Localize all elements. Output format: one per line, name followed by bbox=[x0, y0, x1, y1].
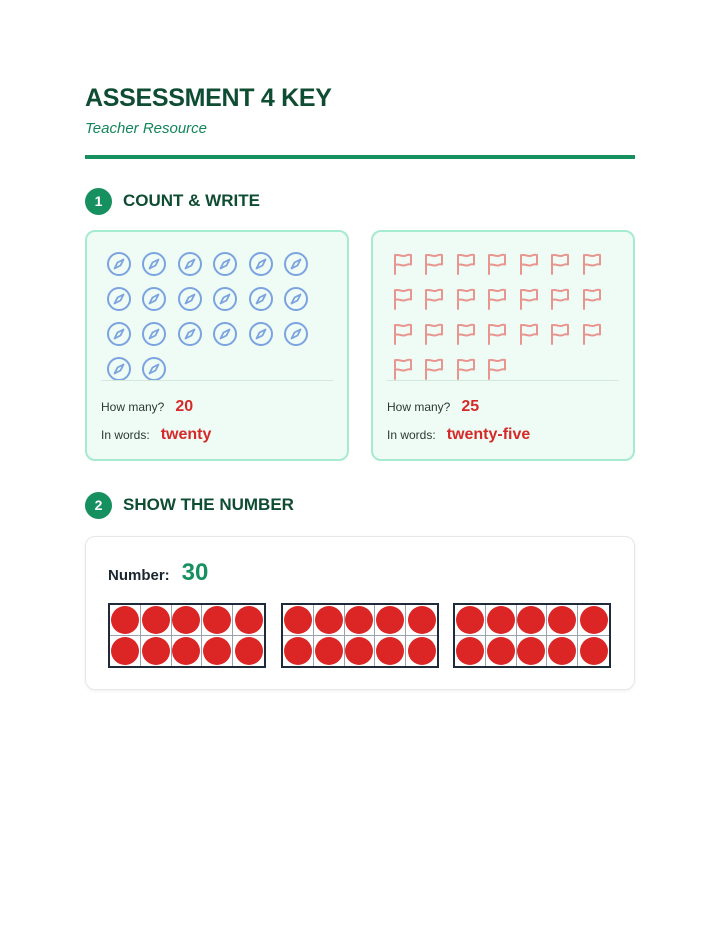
ten-frame-cell bbox=[517, 605, 548, 636]
in-words-line bbox=[387, 426, 530, 444]
count-card-flags bbox=[371, 230, 635, 461]
card-divider bbox=[387, 380, 619, 381]
section-2-number-badge: 2 bbox=[85, 492, 112, 519]
ten-frame-3 bbox=[453, 603, 611, 668]
icon-row bbox=[101, 246, 314, 281]
section-2-header bbox=[85, 491, 294, 519]
compass-icon bbox=[279, 281, 315, 316]
ten-frame-cell bbox=[345, 636, 376, 667]
flag-icon bbox=[545, 281, 577, 316]
ten-frame-cell bbox=[578, 636, 609, 667]
ten-frame-cell bbox=[455, 605, 486, 636]
how-many-label: How many? bbox=[387, 400, 451, 414]
icon-row bbox=[101, 316, 314, 351]
ten-frame-cell bbox=[375, 636, 406, 667]
in-words-answer: twenty bbox=[160, 426, 212, 443]
red-counter bbox=[408, 637, 436, 665]
ten-frame-cell bbox=[202, 636, 233, 667]
ten-frame-cell bbox=[233, 636, 264, 667]
ten-frame-cell bbox=[283, 636, 314, 667]
red-counter bbox=[284, 606, 312, 634]
how-many-answer: 20 bbox=[175, 398, 194, 415]
flag-icon bbox=[545, 246, 577, 281]
how-many-line bbox=[387, 398, 479, 416]
red-counter bbox=[456, 637, 484, 665]
ten-frame-1 bbox=[108, 603, 266, 668]
in-words-line bbox=[101, 426, 211, 444]
ten-frame-cell bbox=[283, 605, 314, 636]
ten-frame-cell bbox=[578, 605, 609, 636]
flag-icon bbox=[482, 246, 514, 281]
flag-icon bbox=[482, 281, 514, 316]
page-subtitle: Teacher Resource bbox=[85, 120, 208, 137]
flag-icon bbox=[482, 316, 514, 351]
ten-frame-cell bbox=[172, 605, 203, 636]
in-words-label: In words: bbox=[387, 428, 436, 442]
icon-row bbox=[387, 316, 608, 351]
compass-icon bbox=[101, 246, 137, 281]
header-divider bbox=[85, 155, 635, 159]
ten-frame-cell bbox=[406, 636, 437, 667]
flag-icon bbox=[576, 281, 608, 316]
red-counter bbox=[580, 637, 608, 665]
compass-icon bbox=[243, 246, 279, 281]
red-counter bbox=[376, 606, 404, 634]
red-counter bbox=[203, 606, 231, 634]
compass-icon bbox=[279, 316, 315, 351]
icon-row bbox=[387, 246, 608, 281]
red-counter bbox=[315, 606, 343, 634]
number-value: 30 bbox=[181, 559, 209, 586]
red-counter bbox=[142, 637, 170, 665]
red-counter bbox=[487, 606, 515, 634]
how-many-line bbox=[101, 398, 193, 416]
icon-row bbox=[101, 281, 314, 316]
red-counter bbox=[580, 606, 608, 634]
red-counter bbox=[203, 637, 231, 665]
how-many-label: How many? bbox=[101, 400, 165, 414]
compass-icon bbox=[137, 246, 173, 281]
compass-icon bbox=[172, 316, 208, 351]
flag-icon bbox=[419, 281, 451, 316]
red-counter bbox=[345, 637, 373, 665]
compass-icon bbox=[243, 316, 279, 351]
compass-icon bbox=[243, 281, 279, 316]
red-counter bbox=[284, 637, 312, 665]
red-counter bbox=[517, 606, 545, 634]
ten-frame-cell bbox=[517, 636, 548, 667]
count-card-compasses bbox=[85, 230, 349, 461]
compass-icon bbox=[101, 281, 137, 316]
flag-icon bbox=[450, 246, 482, 281]
ten-frame-cell bbox=[486, 636, 517, 667]
red-counter bbox=[408, 606, 436, 634]
compass-icon-grid bbox=[101, 246, 314, 386]
flag-icon bbox=[513, 246, 545, 281]
number-label: Number: bbox=[108, 567, 170, 584]
red-counter bbox=[376, 637, 404, 665]
ten-frame-cell bbox=[406, 605, 437, 636]
red-counter bbox=[456, 606, 484, 634]
red-counter bbox=[235, 637, 263, 665]
red-counter bbox=[172, 637, 200, 665]
ten-frame-cell bbox=[314, 636, 345, 667]
in-words-label: In words: bbox=[101, 428, 150, 442]
red-counter bbox=[172, 606, 200, 634]
ten-frame-cell bbox=[110, 605, 141, 636]
compass-icon bbox=[172, 246, 208, 281]
flag-icon bbox=[576, 316, 608, 351]
icon-row bbox=[387, 281, 608, 316]
flag-icon bbox=[450, 316, 482, 351]
red-counter bbox=[315, 637, 343, 665]
red-counter bbox=[142, 606, 170, 634]
compass-icon bbox=[101, 316, 137, 351]
card-divider bbox=[101, 380, 333, 381]
ten-frame-cell bbox=[314, 605, 345, 636]
ten-frame-cell bbox=[141, 605, 172, 636]
number-line bbox=[108, 559, 208, 587]
ten-frame-cell bbox=[141, 636, 172, 667]
ten-frame-cell bbox=[486, 605, 517, 636]
flag-icon bbox=[576, 246, 608, 281]
flag-icon bbox=[419, 316, 451, 351]
ten-frame-cell bbox=[202, 605, 233, 636]
compass-icon bbox=[279, 246, 315, 281]
red-counter bbox=[548, 637, 576, 665]
flag-icon bbox=[419, 246, 451, 281]
compass-icon bbox=[172, 281, 208, 316]
ten-frame-cell bbox=[375, 605, 406, 636]
ten-frame-cell bbox=[110, 636, 141, 667]
red-counter bbox=[487, 637, 515, 665]
ten-frame-cell bbox=[547, 605, 578, 636]
flag-icon bbox=[545, 316, 577, 351]
ten-frame-cell bbox=[455, 636, 486, 667]
red-counter bbox=[235, 606, 263, 634]
flag-icon bbox=[513, 281, 545, 316]
how-many-answer: 25 bbox=[461, 398, 480, 415]
red-counter bbox=[517, 637, 545, 665]
red-counter bbox=[548, 606, 576, 634]
red-counter bbox=[345, 606, 373, 634]
ten-frame-cell bbox=[172, 636, 203, 667]
compass-icon bbox=[208, 281, 244, 316]
flag-icon bbox=[513, 316, 545, 351]
ten-frame-cell bbox=[547, 636, 578, 667]
compass-icon bbox=[137, 281, 173, 316]
compass-icon bbox=[208, 246, 244, 281]
compass-icon bbox=[137, 316, 173, 351]
ten-frame-cell bbox=[233, 605, 264, 636]
in-words-answer: twenty-five bbox=[446, 426, 531, 443]
ten-frame-2 bbox=[281, 603, 439, 668]
section-1-number-badge: 1 bbox=[85, 188, 112, 215]
section-2-title: SHOW THE NUMBER bbox=[123, 495, 294, 514]
section-1-header bbox=[85, 187, 260, 215]
flag-icon bbox=[450, 281, 482, 316]
ten-frame-cell bbox=[345, 605, 376, 636]
flag-icon bbox=[387, 316, 419, 351]
show-number-card bbox=[85, 536, 635, 690]
section-1-title: COUNT & WRITE bbox=[123, 191, 260, 210]
flag-icon bbox=[387, 281, 419, 316]
red-counter bbox=[111, 637, 139, 665]
page-title: ASSESSMENT 4 KEY bbox=[85, 84, 332, 112]
red-counter bbox=[111, 606, 139, 634]
flag-icon bbox=[387, 246, 419, 281]
flag-icon-grid bbox=[387, 246, 608, 386]
compass-icon bbox=[208, 316, 244, 351]
